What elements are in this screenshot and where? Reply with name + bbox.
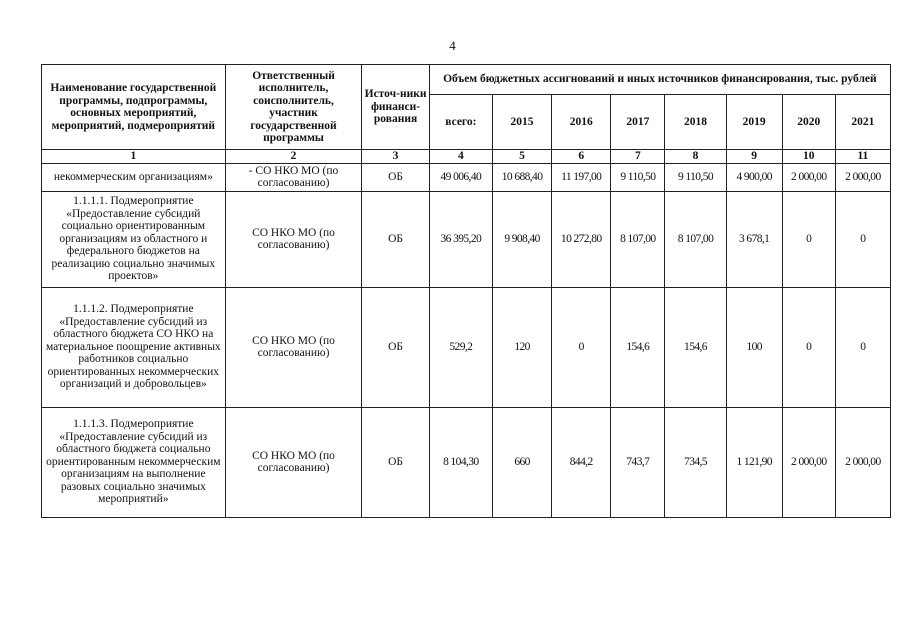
row-value: 660 <box>492 407 551 517</box>
column-number: 2 <box>225 150 362 164</box>
row-value: 1 121,90 <box>726 407 782 517</box>
row-value: 0 <box>552 287 611 407</box>
row-value: 120 <box>492 287 551 407</box>
column-number: 3 <box>362 150 429 164</box>
header-year: 2016 <box>552 95 611 150</box>
row-value: 49 006,40 <box>429 163 492 191</box>
row-value: 154,6 <box>665 287 726 407</box>
column-number: 11 <box>835 150 890 164</box>
header-year: 2017 <box>611 95 665 150</box>
column-number: 6 <box>552 150 611 164</box>
header-year: 2018 <box>665 95 726 150</box>
column-number: 4 <box>429 150 492 164</box>
row-value: 3 678,1 <box>726 191 782 287</box>
row-source: ОБ <box>362 163 429 191</box>
row-source: ОБ <box>362 407 429 517</box>
row-value: 100 <box>726 287 782 407</box>
row-executor: СО НКО МО (по согласованию) <box>225 287 362 407</box>
row-value: 36 395,20 <box>429 191 492 287</box>
row-executor: СО НКО МО (по согласованию) <box>225 191 362 287</box>
table-row <box>42 191 891 287</box>
header-total: всего: <box>429 95 492 150</box>
row-value: 2 000,00 <box>835 407 890 517</box>
column-number: 5 <box>492 150 551 164</box>
row-name: 1.1.1.3. Подмероприятие «Предоставление субсидий из областного бюджета социально ориентированным некоммерческим организациям на выполнение разовых социально значимых мероприятий» <box>42 407 226 517</box>
row-value: 4 900,00 <box>726 163 782 191</box>
table-row <box>42 163 891 191</box>
row-name: некоммерческим организациям» <box>42 163 226 191</box>
row-value: 9 110,50 <box>665 163 726 191</box>
page-number: 4 <box>449 38 456 53</box>
row-executor: СО НКО МО (по согласованию) <box>225 407 362 517</box>
table-row <box>42 407 891 517</box>
column-number: 1 <box>42 150 226 164</box>
header-year: 2015 <box>492 95 551 150</box>
budget-table <box>41 64 891 518</box>
row-value: 0 <box>835 287 890 407</box>
column-number: 10 <box>782 150 835 164</box>
row-value: 2 000,00 <box>835 163 890 191</box>
header-year: 2020 <box>782 95 835 150</box>
column-number: 8 <box>665 150 726 164</box>
column-number-row <box>42 150 891 164</box>
row-value: 9 110,50 <box>611 163 665 191</box>
header-volume: Объем бюджетных ассигнований и иных источников финансирования, тыс. рублей <box>429 65 890 95</box>
header-year: 2019 <box>726 95 782 150</box>
header-year: 2021 <box>835 95 890 150</box>
row-value: 2 000,00 <box>782 163 835 191</box>
row-value: 8 104,30 <box>429 407 492 517</box>
row-value: 8 107,00 <box>665 191 726 287</box>
table-row <box>42 287 891 407</box>
row-name: 1.1.1.2. Подмероприятие «Предоставление субсидий из областного бюджета СО НКО на материальное поощрение активных работников социально ориентированных некоммерческих организаций и добровольцев» <box>42 287 226 407</box>
row-value: 734,5 <box>665 407 726 517</box>
row-value: 2 000,00 <box>782 407 835 517</box>
column-number: 7 <box>611 150 665 164</box>
header-name: Наименование государственной программы, подпрограммы, основных мероприятий, мероприятий, подмероприятий <box>42 65 226 150</box>
row-value: 743,7 <box>611 407 665 517</box>
row-source: ОБ <box>362 191 429 287</box>
header-executor: Ответственный исполнитель, соисполнитель, участник государственной программы <box>225 65 362 150</box>
row-value: 0 <box>782 191 835 287</box>
row-value: 9 908,40 <box>492 191 551 287</box>
row-value: 11 197,00 <box>552 163 611 191</box>
row-value: 0 <box>835 191 890 287</box>
row-source: ОБ <box>362 287 429 407</box>
row-value: 844,2 <box>552 407 611 517</box>
row-name: 1.1.1.1. Подмероприятие «Предоставление субсидий социально ориентированным организациям из областного и федерального бюджетов на реализацию социально значимых проектов» <box>42 191 226 287</box>
row-value: 10 688,40 <box>492 163 551 191</box>
row-value: 10 272,80 <box>552 191 611 287</box>
row-value: 0 <box>782 287 835 407</box>
row-value: 8 107,00 <box>611 191 665 287</box>
row-value: 529,2 <box>429 287 492 407</box>
header-source: Источ-ники финанси-рования <box>362 65 429 150</box>
row-value: 154,6 <box>611 287 665 407</box>
row-executor: - СО НКО МО (по согласованию) <box>225 163 362 191</box>
column-number: 9 <box>726 150 782 164</box>
